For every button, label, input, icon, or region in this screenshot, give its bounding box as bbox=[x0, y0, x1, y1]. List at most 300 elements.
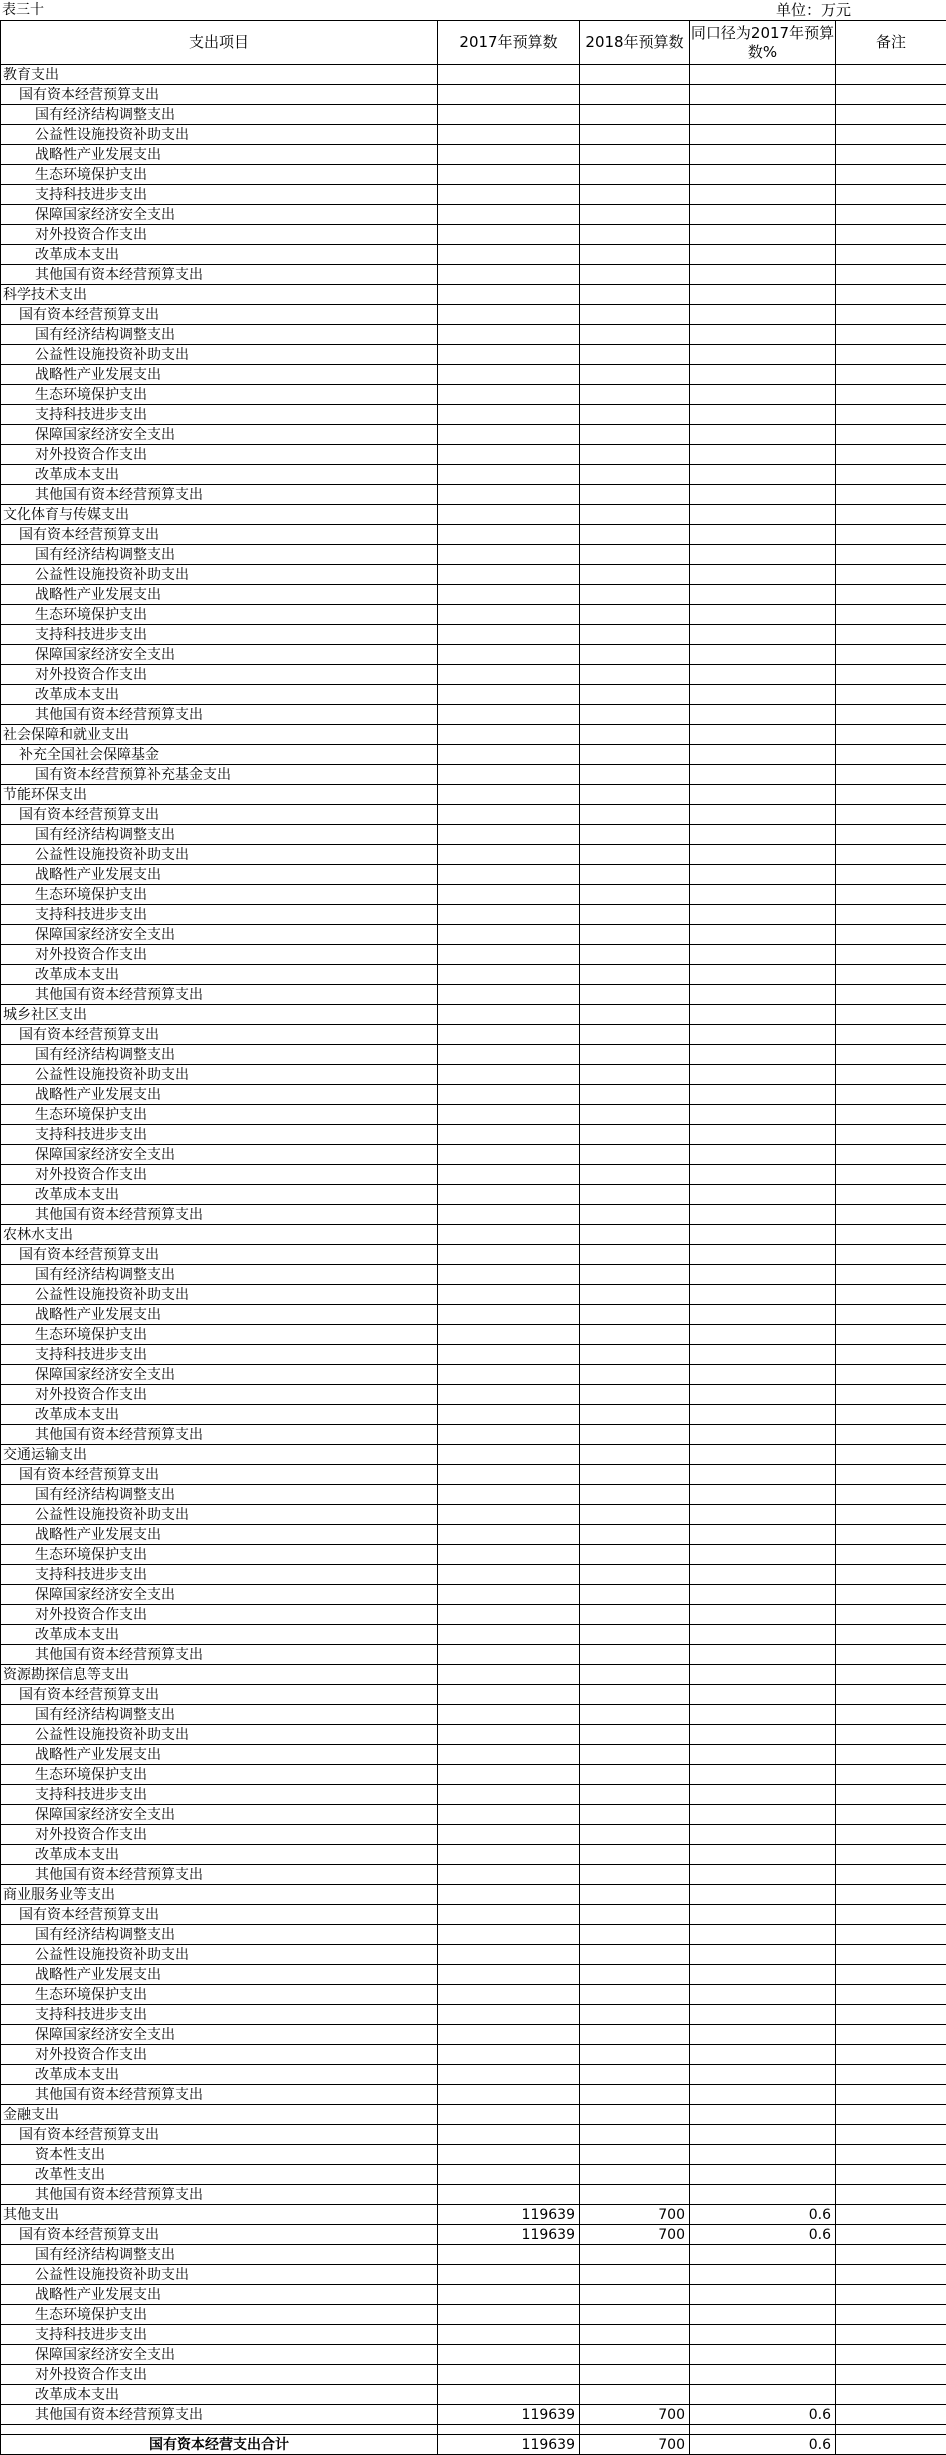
row-2017-budget bbox=[438, 765, 580, 785]
row-2017-budget bbox=[438, 1265, 580, 1285]
table-row bbox=[1, 225, 946, 245]
row-2017-budget bbox=[438, 1465, 580, 1485]
row-note bbox=[836, 1805, 946, 1825]
row-item-name: 改革成本支出 bbox=[1, 2065, 438, 2085]
row-note bbox=[836, 1305, 946, 1325]
table-row bbox=[1, 585, 946, 605]
row-2018-budget bbox=[580, 505, 690, 525]
row-ratio: 0.6 bbox=[690, 2405, 836, 2425]
table-row bbox=[1, 465, 946, 485]
row-note bbox=[836, 2345, 946, 2365]
row-note bbox=[836, 965, 946, 985]
row-item-name: 其他国有资本经营预算支出 bbox=[1, 1865, 438, 1885]
row-2018-budget bbox=[580, 1785, 690, 1805]
row-2018-budget bbox=[580, 2365, 690, 2385]
table-row bbox=[1, 2205, 946, 2225]
row-ratio bbox=[690, 625, 836, 645]
row-item-name: 其他国有资本经营预算支出 bbox=[1, 265, 438, 285]
row-2017-budget bbox=[438, 1005, 580, 1025]
row-note bbox=[836, 145, 946, 165]
row-2018-budget bbox=[580, 1285, 690, 1305]
row-item-name: 教育支出 bbox=[1, 65, 438, 85]
row-note bbox=[836, 1025, 946, 1045]
row-2018-budget bbox=[580, 2265, 690, 2285]
row-item-name: 补充全国社会保障基金 bbox=[1, 745, 438, 765]
row-2018-budget bbox=[580, 985, 690, 1005]
row-2018-budget bbox=[580, 1465, 690, 1485]
total-note bbox=[836, 2435, 946, 2455]
table-row bbox=[1, 2025, 946, 2045]
total-2017-budget: 119639 bbox=[438, 2435, 580, 2455]
row-note bbox=[836, 1885, 946, 1905]
row-item-name: 金融支出 bbox=[1, 2105, 438, 2125]
row-item-name: 公益性设施投资补助支出 bbox=[1, 125, 438, 145]
row-2017-budget bbox=[438, 1225, 580, 1245]
row-item-name: 国有经济结构调整支出 bbox=[1, 1045, 438, 1065]
row-ratio bbox=[690, 105, 836, 125]
row-2018-budget bbox=[580, 105, 690, 125]
table-row bbox=[1, 1885, 946, 1905]
row-2017-budget bbox=[438, 1705, 580, 1725]
row-2018-budget bbox=[580, 1445, 690, 1465]
row-ratio bbox=[690, 225, 836, 245]
row-ratio bbox=[690, 2185, 836, 2205]
row-ratio bbox=[690, 465, 836, 485]
row-2017-budget bbox=[438, 1365, 580, 1385]
row-item-name: 对外投资合作支出 bbox=[1, 1385, 438, 1405]
table-row bbox=[1, 265, 946, 285]
row-note bbox=[836, 1925, 946, 1945]
row-note bbox=[836, 1505, 946, 1525]
row-ratio bbox=[690, 905, 836, 925]
row-2018-budget bbox=[580, 445, 690, 465]
table-row bbox=[1, 1085, 946, 1105]
row-note bbox=[836, 665, 946, 685]
row-note bbox=[836, 2065, 946, 2085]
row-2017-budget bbox=[438, 245, 580, 265]
row-item-name: 国有资本经营预算支出 bbox=[1, 2225, 438, 2245]
row-2018-budget bbox=[580, 2185, 690, 2205]
row-note bbox=[836, 1845, 946, 1865]
row-note bbox=[836, 2245, 946, 2265]
row-2017-budget bbox=[438, 2285, 580, 2305]
row-2017-budget bbox=[438, 785, 580, 805]
row-ratio bbox=[690, 1205, 836, 1225]
row-2017-budget bbox=[438, 1505, 580, 1525]
table-row bbox=[1, 385, 946, 405]
table-row bbox=[1, 1865, 946, 1885]
row-item-name: 国有资本经营预算支出 bbox=[1, 1245, 438, 1265]
table-row bbox=[1, 685, 946, 705]
row-2017-budget bbox=[438, 925, 580, 945]
table-row bbox=[1, 885, 946, 905]
row-ratio bbox=[690, 805, 836, 825]
row-note bbox=[836, 1165, 946, 1185]
row-item-name: 改革成本支出 bbox=[1, 465, 438, 485]
row-2018-budget bbox=[580, 645, 690, 665]
row-2018-budget bbox=[580, 1025, 690, 1045]
table-row bbox=[1, 1985, 946, 2005]
table-row bbox=[1, 1825, 946, 1845]
row-2018-budget bbox=[580, 185, 690, 205]
table-row bbox=[1, 805, 946, 825]
row-ratio bbox=[690, 1865, 836, 1885]
row-ratio bbox=[690, 965, 836, 985]
row-2017-budget bbox=[438, 1945, 580, 1965]
row-ratio bbox=[690, 1405, 836, 1425]
row-ratio: 0.6 bbox=[690, 2205, 836, 2225]
row-2017-budget bbox=[438, 1105, 580, 1125]
row-ratio bbox=[690, 1825, 836, 1845]
row-note bbox=[836, 865, 946, 885]
row-ratio bbox=[690, 85, 836, 105]
row-item-name: 其他国有资本经营预算支出 bbox=[1, 485, 438, 505]
row-2018-budget bbox=[580, 545, 690, 565]
row-2017-budget bbox=[438, 445, 580, 465]
sheet-top-bar bbox=[0, 0, 946, 20]
table-row bbox=[1, 65, 946, 85]
row-2018-budget bbox=[580, 1045, 690, 1065]
row-item-name: 对外投资合作支出 bbox=[1, 1165, 438, 1185]
row-2017-budget bbox=[438, 1165, 580, 1185]
table-row bbox=[1, 285, 946, 305]
row-2018-budget bbox=[580, 1665, 690, 1685]
table-row bbox=[1, 165, 946, 185]
table-row bbox=[1, 1285, 946, 1305]
row-2018-budget bbox=[580, 2325, 690, 2345]
row-item-name: 公益性设施投资补助支出 bbox=[1, 345, 438, 365]
row-ratio bbox=[690, 365, 836, 385]
table-row bbox=[1, 2345, 946, 2365]
header-2018-budget: 2018年预算数 bbox=[580, 21, 690, 65]
row-note bbox=[836, 745, 946, 765]
table-row bbox=[1, 545, 946, 565]
table-row bbox=[1, 1845, 946, 1865]
table-row bbox=[1, 1445, 946, 1465]
table-row bbox=[1, 1505, 946, 1525]
separator-cell bbox=[690, 2425, 836, 2435]
row-item-name: 改革成本支出 bbox=[1, 2385, 438, 2405]
row-2017-budget bbox=[438, 965, 580, 985]
row-item-name: 国有经济结构调整支出 bbox=[1, 1485, 438, 1505]
row-note bbox=[836, 2405, 946, 2425]
row-2018-budget bbox=[580, 1745, 690, 1765]
table-row bbox=[1, 1425, 946, 1445]
row-2018-budget bbox=[580, 1005, 690, 1025]
row-2017-budget bbox=[438, 1525, 580, 1545]
row-item-name: 对外投资合作支出 bbox=[1, 1605, 438, 1625]
row-2017-budget bbox=[438, 645, 580, 665]
table-row bbox=[1, 1145, 946, 1165]
row-item-name: 保障国家经济安全支出 bbox=[1, 1145, 438, 1165]
row-2017-budget bbox=[438, 385, 580, 405]
row-ratio bbox=[690, 1305, 836, 1325]
row-note bbox=[836, 305, 946, 325]
row-2018-budget bbox=[580, 2145, 690, 2165]
table-row bbox=[1, 1225, 946, 1245]
row-2018-budget bbox=[580, 2305, 690, 2325]
row-2017-budget bbox=[438, 605, 580, 625]
row-ratio bbox=[690, 1365, 836, 1385]
header-2017-budget: 2017年预算数 bbox=[438, 21, 580, 65]
row-ratio bbox=[690, 2245, 836, 2265]
row-item-name: 国有经济结构调整支出 bbox=[1, 825, 438, 845]
table-row bbox=[1, 205, 946, 225]
row-2018-budget bbox=[580, 1965, 690, 1985]
table-row bbox=[1, 105, 946, 125]
row-ratio bbox=[690, 825, 836, 845]
row-item-name: 生态环境保护支出 bbox=[1, 165, 438, 185]
row-item-name: 交通运输支出 bbox=[1, 1445, 438, 1465]
row-2018-budget bbox=[580, 605, 690, 625]
table-row bbox=[1, 485, 946, 505]
row-2017-budget bbox=[438, 2065, 580, 2085]
row-2017-budget bbox=[438, 1385, 580, 1405]
row-2017-budget bbox=[438, 1145, 580, 1165]
row-ratio bbox=[690, 1225, 836, 1245]
row-note bbox=[836, 2285, 946, 2305]
table-row bbox=[1, 1005, 946, 1025]
row-ratio bbox=[690, 1445, 836, 1465]
row-2018-budget bbox=[580, 1185, 690, 1205]
row-2017-budget bbox=[438, 1325, 580, 1345]
row-2017-budget bbox=[438, 2085, 580, 2105]
row-2017-budget bbox=[438, 1565, 580, 1585]
table-row bbox=[1, 765, 946, 785]
row-item-name: 其他国有资本经营预算支出 bbox=[1, 2405, 438, 2425]
table-row bbox=[1, 1025, 946, 1045]
row-2018-budget bbox=[580, 685, 690, 705]
row-note bbox=[836, 905, 946, 925]
row-item-name: 公益性设施投资补助支出 bbox=[1, 1505, 438, 1525]
row-note bbox=[836, 245, 946, 265]
row-item-name: 对外投资合作支出 bbox=[1, 2365, 438, 2385]
row-2017-budget bbox=[438, 1965, 580, 1985]
row-item-name: 国有经济结构调整支出 bbox=[1, 2245, 438, 2265]
table-row bbox=[1, 1065, 946, 1085]
row-2018-budget bbox=[580, 1225, 690, 1245]
row-ratio bbox=[690, 745, 836, 765]
row-ratio bbox=[690, 685, 836, 705]
row-2018-budget bbox=[580, 2245, 690, 2265]
table-row bbox=[1, 1205, 946, 1225]
separator-row bbox=[1, 2425, 946, 2435]
row-note bbox=[836, 2385, 946, 2405]
row-2017-budget bbox=[438, 405, 580, 425]
row-item-name: 生态环境保护支出 bbox=[1, 1105, 438, 1125]
row-item-name: 保障国家经济安全支出 bbox=[1, 925, 438, 945]
row-ratio bbox=[690, 2125, 836, 2145]
row-note bbox=[836, 545, 946, 565]
row-2017-budget bbox=[438, 525, 580, 545]
row-item-name: 支持科技进步支出 bbox=[1, 2325, 438, 2345]
table-row bbox=[1, 965, 946, 985]
row-item-name: 生态环境保护支出 bbox=[1, 885, 438, 905]
table-row bbox=[1, 1545, 946, 1565]
row-note bbox=[836, 1825, 946, 1845]
row-2017-budget bbox=[438, 745, 580, 765]
row-2018-budget bbox=[580, 745, 690, 765]
row-2017-budget bbox=[438, 825, 580, 845]
row-item-name: 公益性设施投资补助支出 bbox=[1, 845, 438, 865]
row-item-name: 国有资本经营预算支出 bbox=[1, 1905, 438, 1925]
row-ratio bbox=[690, 1545, 836, 1565]
row-note bbox=[836, 1325, 946, 1345]
row-item-name: 改革成本支出 bbox=[1, 1625, 438, 1645]
row-2018-budget bbox=[580, 345, 690, 365]
row-note bbox=[836, 225, 946, 245]
table-row bbox=[1, 425, 946, 445]
row-item-name: 对外投资合作支出 bbox=[1, 225, 438, 245]
row-2018-budget bbox=[580, 1805, 690, 1825]
row-2018-budget: 700 bbox=[580, 2225, 690, 2245]
row-2017-budget bbox=[438, 665, 580, 685]
row-item-name: 生态环境保护支出 bbox=[1, 385, 438, 405]
table-row bbox=[1, 85, 946, 105]
row-2018-budget bbox=[580, 165, 690, 185]
table-row bbox=[1, 2225, 946, 2245]
row-ratio bbox=[690, 265, 836, 285]
row-ratio bbox=[690, 1105, 836, 1125]
total-ratio: 0.6 bbox=[690, 2435, 836, 2455]
row-2017-budget bbox=[438, 1785, 580, 1805]
row-2017-budget bbox=[438, 1925, 580, 1945]
row-item-name: 战略性产业发展支出 bbox=[1, 2285, 438, 2305]
table-row bbox=[1, 1305, 946, 1325]
row-item-name: 生态环境保护支出 bbox=[1, 1325, 438, 1345]
row-2018-budget bbox=[580, 1405, 690, 1425]
row-2017-budget bbox=[438, 565, 580, 585]
row-item-name: 支持科技进步支出 bbox=[1, 405, 438, 425]
row-note bbox=[836, 1125, 946, 1145]
row-item-name: 战略性产业发展支出 bbox=[1, 145, 438, 165]
row-item-name: 国有资本经营预算支出 bbox=[1, 1685, 438, 1705]
row-2018-budget bbox=[580, 1245, 690, 1265]
row-note bbox=[836, 2005, 946, 2025]
row-ratio bbox=[690, 2085, 836, 2105]
row-item-name: 改革成本支出 bbox=[1, 245, 438, 265]
row-note bbox=[836, 2145, 946, 2165]
row-ratio bbox=[690, 2165, 836, 2185]
row-note bbox=[836, 2265, 946, 2285]
row-2017-budget bbox=[438, 1845, 580, 1865]
table-row bbox=[1, 125, 946, 145]
row-2018-budget bbox=[580, 705, 690, 725]
row-ratio bbox=[690, 1945, 836, 1965]
row-ratio bbox=[690, 1965, 836, 1985]
row-ratio bbox=[690, 245, 836, 265]
total-row bbox=[1, 2435, 946, 2455]
row-note bbox=[836, 885, 946, 905]
table-row bbox=[1, 985, 946, 1005]
row-2018-budget bbox=[580, 1705, 690, 1725]
row-ratio bbox=[690, 1085, 836, 1105]
table-row bbox=[1, 2065, 946, 2085]
row-2017-budget bbox=[438, 1245, 580, 1265]
row-ratio bbox=[690, 2325, 836, 2345]
table-row bbox=[1, 525, 946, 545]
row-2017-budget bbox=[438, 1025, 580, 1045]
row-item-name: 战略性产业发展支出 bbox=[1, 1745, 438, 1765]
row-2017-budget bbox=[438, 85, 580, 105]
row-ratio bbox=[690, 165, 836, 185]
row-ratio bbox=[690, 145, 836, 165]
row-2017-budget bbox=[438, 1985, 580, 2005]
row-note bbox=[836, 845, 946, 865]
table-row bbox=[1, 1465, 946, 1485]
row-item-name: 保障国家经济安全支出 bbox=[1, 1805, 438, 1825]
row-2018-budget bbox=[580, 205, 690, 225]
row-2018-budget bbox=[580, 1825, 690, 1845]
row-item-name: 公益性设施投资补助支出 bbox=[1, 565, 438, 585]
row-2017-budget bbox=[438, 865, 580, 885]
row-ratio bbox=[690, 1125, 836, 1145]
row-item-name: 改革成本支出 bbox=[1, 1185, 438, 1205]
row-2018-budget bbox=[580, 945, 690, 965]
row-item-name: 国有经济结构调整支出 bbox=[1, 1265, 438, 1285]
row-2017-budget bbox=[438, 1745, 580, 1765]
row-2018-budget bbox=[580, 305, 690, 325]
row-2017-budget bbox=[438, 205, 580, 225]
row-2018-budget bbox=[580, 1845, 690, 1865]
row-2018-budget bbox=[580, 525, 690, 545]
row-item-name: 支持科技进步支出 bbox=[1, 185, 438, 205]
row-note bbox=[836, 1005, 946, 1025]
row-ratio bbox=[690, 1265, 836, 1285]
row-2018-budget bbox=[580, 1205, 690, 1225]
row-2017-budget bbox=[438, 2265, 580, 2285]
row-2018-budget bbox=[580, 265, 690, 285]
row-item-name: 其他支出 bbox=[1, 2205, 438, 2225]
row-2017-budget bbox=[438, 1725, 580, 1745]
row-2018-budget bbox=[580, 1345, 690, 1365]
row-2018-budget bbox=[580, 885, 690, 905]
row-ratio bbox=[690, 1425, 836, 1445]
row-2018-budget bbox=[580, 2045, 690, 2065]
row-note bbox=[836, 605, 946, 625]
row-2018-budget bbox=[580, 1925, 690, 1945]
row-ratio bbox=[690, 1325, 836, 1345]
row-ratio bbox=[690, 845, 836, 865]
row-2017-budget bbox=[438, 1645, 580, 1665]
table-row bbox=[1, 565, 946, 585]
row-item-name: 国有资本经营预算支出 bbox=[1, 305, 438, 325]
row-item-name: 农林水支出 bbox=[1, 1225, 438, 1245]
row-2017-budget bbox=[438, 1805, 580, 1825]
row-ratio bbox=[690, 1785, 836, 1805]
row-2018-budget bbox=[580, 1865, 690, 1885]
row-2017-budget bbox=[438, 2305, 580, 2325]
row-2017-budget bbox=[438, 1545, 580, 1565]
row-ratio bbox=[690, 1165, 836, 1185]
row-ratio bbox=[690, 2385, 836, 2405]
row-2018-budget bbox=[580, 285, 690, 305]
row-note bbox=[836, 1865, 946, 1885]
row-2017-budget bbox=[438, 225, 580, 245]
row-2018-budget bbox=[580, 485, 690, 505]
row-ratio bbox=[690, 445, 836, 465]
table-row bbox=[1, 2005, 946, 2025]
table-row bbox=[1, 1945, 946, 1965]
row-2018-budget bbox=[580, 1645, 690, 1665]
row-note bbox=[836, 1705, 946, 1725]
table-row bbox=[1, 2325, 946, 2345]
row-note bbox=[836, 185, 946, 205]
table-row bbox=[1, 2405, 946, 2425]
row-note bbox=[836, 1365, 946, 1385]
row-note bbox=[836, 1285, 946, 1305]
row-item-name: 支持科技进步支出 bbox=[1, 625, 438, 645]
